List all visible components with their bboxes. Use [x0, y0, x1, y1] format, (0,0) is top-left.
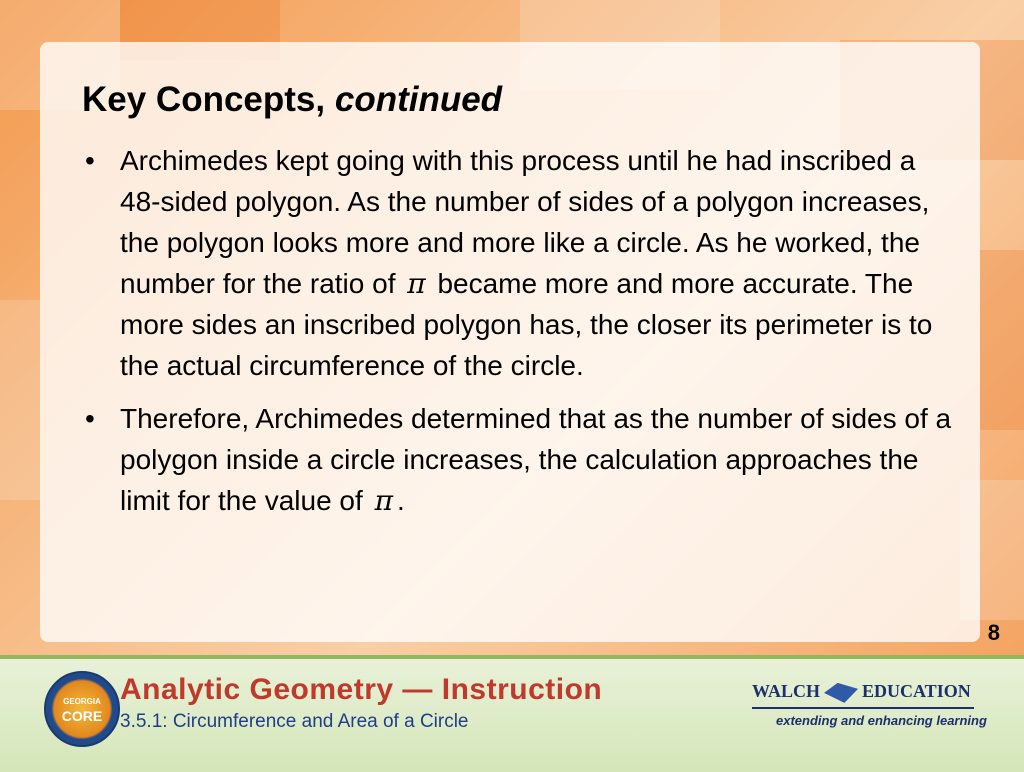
pi-symbol: π — [374, 484, 393, 517]
background-tile — [0, 300, 40, 500]
title-emphasis: continued — [334, 80, 503, 119]
background-tile — [980, 250, 1024, 430]
bullet-text: . — [396, 485, 405, 516]
slide-title — [82, 80, 502, 120]
logo-divider — [752, 707, 974, 709]
bullet-marker: • — [85, 403, 95, 434]
title-text: Key Concepts, — [82, 80, 326, 119]
walch-education-logo — [752, 681, 971, 703]
publisher-right: EDUCATION — [862, 681, 971, 701]
seal-main-text: CORE — [61, 708, 103, 724]
page-number: 8 — [987, 620, 1000, 645]
georgia-core-seal-logo — [44, 671, 120, 747]
bullet-item — [82, 140, 962, 386]
pi-symbol: π — [407, 267, 426, 300]
bullet-text: Therefore, Archimedes determined that as the number of sides of a polygon inside a circle increases, the calculation approaches the limit for the value of — [120, 403, 952, 516]
lesson-title: 3.5.1: Circumference and Area of a Circle — [120, 711, 469, 732]
bullet-list — [82, 140, 962, 533]
seal-top-text: GEORGIA — [63, 697, 101, 706]
walch-mark-icon — [824, 683, 858, 703]
bullet-text: became more and more accurate. The more sides an inscribed polygon has, the closer its perimeter is to the actual circumference of the circle. — [120, 268, 933, 381]
bullet-marker: • — [85, 145, 95, 176]
bullet-item — [82, 398, 962, 521]
publisher-left: WALCH — [752, 681, 821, 701]
seal-text — [46, 695, 118, 723]
footer-banner — [0, 655, 1024, 772]
course-title: Analytic Geometry — Instruction — [120, 673, 603, 706]
bullet-text: Archimedes kept going with this process until he had inscribed a 48-sided polygon. As the number of sides of a polygon increases, the polygon looks more and more like a circle. As he worked, the number for the ratio of — [120, 145, 930, 299]
publisher-tagline: extending and enhancing learning — [776, 713, 987, 728]
